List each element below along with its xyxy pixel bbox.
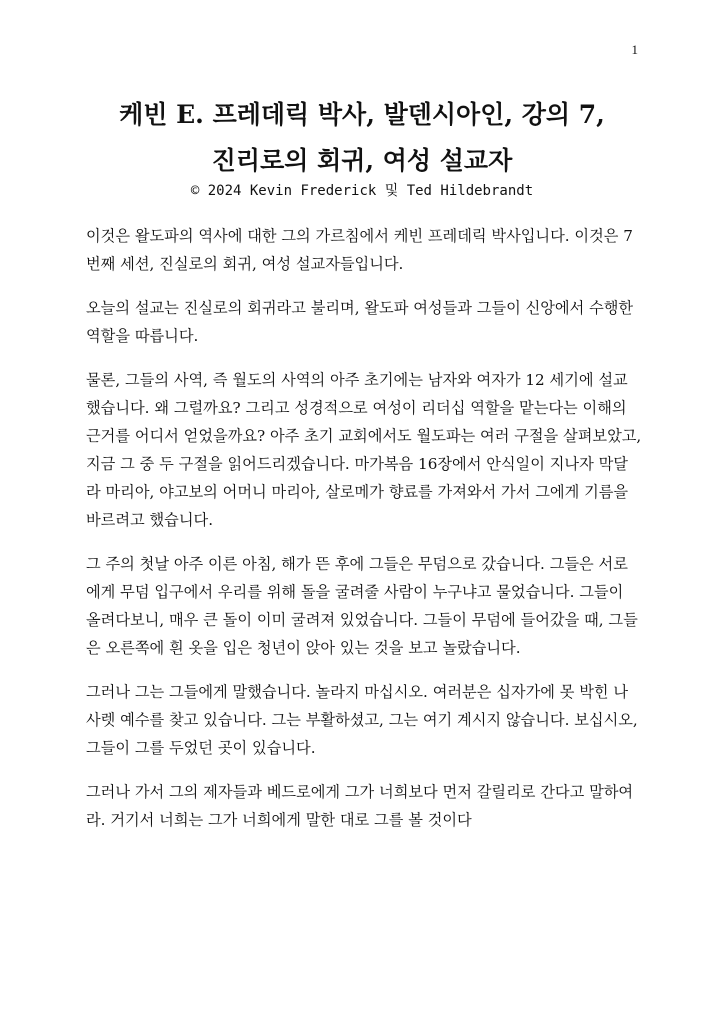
copyright-line: © 2024 Kevin Frederick 및 Ted Hildebrandt [190, 183, 534, 199]
title-line-2: 진리로의 회귀, 여성 설교자 [211, 146, 513, 175]
page-number: 1 [631, 42, 638, 57]
paragraph-2: 오늘의 설교는 진실로의 회귀라고 불리며, 왈도파 여성들과 그들이 신앙에서 수행한 역할을 따릅니다. [86, 299, 634, 345]
paragraph-1: 이것은 왈도파의 역사에 대한 그의 가르침에서 케빈 프레데릭 박사입니다. 이것은 7번째 세션, 진실로의 회귀, 여성 설교자들입니다. [86, 227, 633, 273]
document-title [40, 92, 684, 184]
paragraph-6: 그러나 가서 그의 제자들과 베드로에게 그가 너희보다 먼저 갈릴리로 간다고 말하여라. 거기서 너희는 그가 너희에게 말한 대로 그를 볼 것이다 [86, 783, 634, 829]
body-text [86, 222, 642, 850]
title-line-1: 케빈 E. 프레데릭 박사, 발덴시아인, 강의 7, [119, 100, 605, 129]
paragraph-5: 그러나 그는 그들에게 말했습니다. 놀라지 마십시오. 여러분은 십자가에 못 박힌 나사렛 예수를 찾고 있습니다. 그는 부활하셨고, 그는 여기 계시지 않습니다. 보십시오, 그들이 그를 두었던 곳이 있습니다. [86, 683, 638, 757]
paragraph-4: 그 주의 첫날 아주 이른 아침, 해가 뜬 후에 그들은 무덤으로 갔습니다. 그들은 서로에게 무덤 입구에서 우리를 위해 돌을 굴려줄 사람이 누구냐고 물었습니다. 그들이 올려다보니, 매우 큰 돌이 이미 굴려져 있었습니다. 그들이 무덤에 들어갔을 때, 그들은 오른쪽에 흰 옷을 입은 청년이 앉아 있는 것을 보고 놀랐습니다. [86, 555, 638, 657]
paragraph-3: 물론, 그들의 사역, 즉 월도의 사역의 아주 초기에는 남자와 여자가 12 세기에 설교했습니다. 왜 그럴까요? 그리고 성경적으로 여성이 리더십 역할을 맡는다는 이해의 근거를 어디서 얻었을까요? 아주 초기 교회에서도 월도파는 여러 구절을 살펴보았고, 지금 그 중 두 구절을 읽어드리겠습니다. 마가복음 16장에서 안식일이 지나자 막달라 마리아, 야고보의 어머니 마리아, 살로메가 향료를 가져와서 가서 그에게 기름을 바르려고 했습니다. [86, 371, 642, 529]
